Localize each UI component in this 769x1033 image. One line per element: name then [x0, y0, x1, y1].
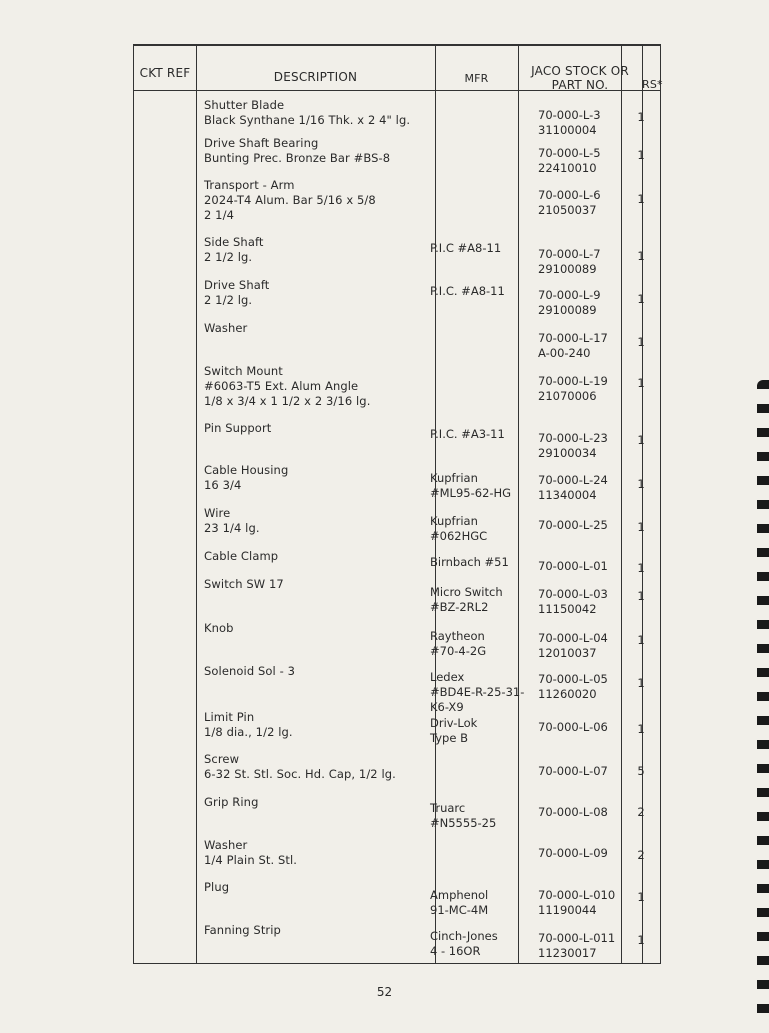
part-number-cell: 70-000-L-01 — [538, 559, 608, 573]
mfr-cell: P.I.C #A8-11 — [430, 241, 502, 255]
rs-cell: 1 — [637, 249, 645, 263]
column-divider — [642, 46, 643, 963]
part-number-cell: 70-000-L-03 11150042 — [538, 587, 608, 616]
part-number-cell: 70-000-L-9 29100089 — [538, 288, 601, 317]
description-cell: Fanning Strip — [204, 923, 281, 937]
description-cell: Shutter Blade Black Synthane 1/16 Thk. x 2 4" lg. — [204, 98, 411, 127]
part-number-cell: 70-000-L-06 — [538, 720, 608, 734]
rs-cell: 2 — [637, 805, 645, 819]
rs-cell: 1 — [637, 192, 645, 206]
description-cell: Limit Pin 1/8 dia., 1/2 lg. — [204, 710, 293, 739]
rs-cell: 1 — [637, 433, 645, 447]
mfr-cell: Birnbach #51 — [430, 555, 509, 569]
part-number-cell: 70-000-L-23 29100034 — [538, 431, 608, 460]
rs-cell: 1 — [637, 335, 645, 349]
rs-cell: 1 — [637, 722, 645, 736]
description-cell: Knob — [204, 621, 234, 635]
mfr-cell: Kupfrian #ML95-62-HG — [430, 471, 512, 500]
description-cell: Cable Clamp — [204, 549, 279, 563]
part-number-cell: 70-000-L-08 — [538, 805, 608, 819]
description-cell: Washer — [204, 321, 248, 335]
part-number-cell: 70-000-L-04 12010037 — [538, 631, 608, 660]
header-ckt-ref: CKT REF — [139, 66, 191, 80]
mfr-cell: Truarc #N5555-25 — [430, 801, 497, 830]
part-number-cell: 70-000-L-05 11260020 — [538, 672, 608, 701]
description-cell: Washer 1/4 Plain St. Stl. — [204, 838, 298, 867]
mfr-cell: Cinch-Jones 4 - 16OR — [430, 929, 498, 958]
rs-cell: 1 — [637, 561, 645, 575]
rs-cell: 5 — [637, 764, 645, 778]
page-number: 52 — [376, 985, 393, 999]
header-description: DESCRIPTION — [273, 70, 358, 84]
parts-table — [133, 44, 661, 964]
rs-cell: 1 — [637, 633, 645, 647]
description-cell: Cable Housing 16 3/4 — [204, 463, 289, 492]
description-cell: Pin Support — [204, 421, 272, 435]
description-cell: Switch Mount #6063-T5 Ext. Alum Angle 1/8 x 3/4 x 1 1/2 x 2 3/16 lg. — [204, 364, 371, 408]
rs-cell: 1 — [637, 110, 645, 124]
part-number-cell: 70-000-L-17 A-00-240 — [538, 331, 608, 360]
mfr-cell: Micro Switch #BZ-2RL2 — [430, 585, 503, 614]
mfr-cell: Kupfrian #062HGC — [430, 514, 488, 543]
part-number-cell: 70-000-L-09 — [538, 846, 608, 860]
rs-cell: 1 — [637, 477, 645, 491]
rs-cell: 1 — [637, 890, 645, 904]
rs-cell: 1 — [637, 148, 645, 162]
part-number-cell: 70-000-L-19 21070006 — [538, 374, 608, 403]
rs-cell: 1 — [637, 933, 645, 947]
part-number-cell: 70-000-L-5 22410010 — [538, 146, 601, 175]
description-cell: Drive Shaft Bearing Bunting Prec. Bronze Bar #BS-8 — [204, 136, 391, 165]
mfr-cell: Amphenol 91-MC-4M — [430, 888, 489, 917]
rs-cell: 2 — [637, 848, 645, 862]
mfr-cell: Driv-Lok Type B — [430, 716, 478, 745]
description-cell: Solenoid Sol - 3 — [204, 664, 295, 678]
description-cell: Transport - Arm 2024-T4 Alum. Bar 5/16 x 5/8 2 1/4 — [204, 178, 376, 222]
description-cell: Side Shaft 2 1/2 lg. — [204, 235, 264, 264]
description-cell: Drive Shaft 2 1/2 lg. — [204, 278, 270, 307]
part-number-cell: 70-000-L-24 11340004 — [538, 473, 608, 502]
mfr-cell: Raytheon #70-4-2G — [430, 629, 487, 658]
rs-cell: 1 — [637, 676, 645, 690]
description-cell: Switch SW 17 — [204, 577, 284, 591]
description-cell: Screw 6-32 St. Stl. Soc. Hd. Cap, 1/2 lg. — [204, 752, 396, 781]
spiral-binding — [757, 380, 769, 1020]
header-part-no: JACO STOCK OR PART NO. — [531, 64, 629, 92]
description-cell: Plug — [204, 880, 230, 894]
part-number-cell: 70-000-L-25 — [538, 518, 608, 532]
rs-cell: 1 — [637, 589, 645, 603]
header-rs: RS* — [642, 78, 663, 91]
rs-cell: 1 — [637, 376, 645, 390]
description-cell: Wire 23 1/4 lg. — [204, 506, 260, 535]
rs-cell: 1 — [637, 292, 645, 306]
column-divider — [621, 46, 622, 963]
mfr-cell: P.I.C. #A3-11 — [430, 427, 505, 441]
column-divider — [196, 46, 197, 963]
mfr-cell: Ledex #BD4E-R-25-31- K6-X9 — [430, 670, 525, 714]
mfr-cell: P.I.C. #A8-11 — [430, 284, 505, 298]
part-number-cell: 70-000-L-7 29100089 — [538, 247, 601, 276]
part-number-cell: 70-000-L-6 21050037 — [538, 188, 601, 217]
part-number-cell: 70-000-L-010 11190044 — [538, 888, 616, 917]
part-number-cell: 70-000-L-011 11230017 — [538, 931, 616, 960]
header-mfr: MFR — [464, 72, 489, 85]
part-number-cell: 70-000-L-07 — [538, 764, 608, 778]
description-cell: Grip Ring — [204, 795, 259, 809]
rs-cell: 1 — [637, 520, 645, 534]
part-number-cell: 70-000-L-3 31100004 — [538, 108, 601, 137]
